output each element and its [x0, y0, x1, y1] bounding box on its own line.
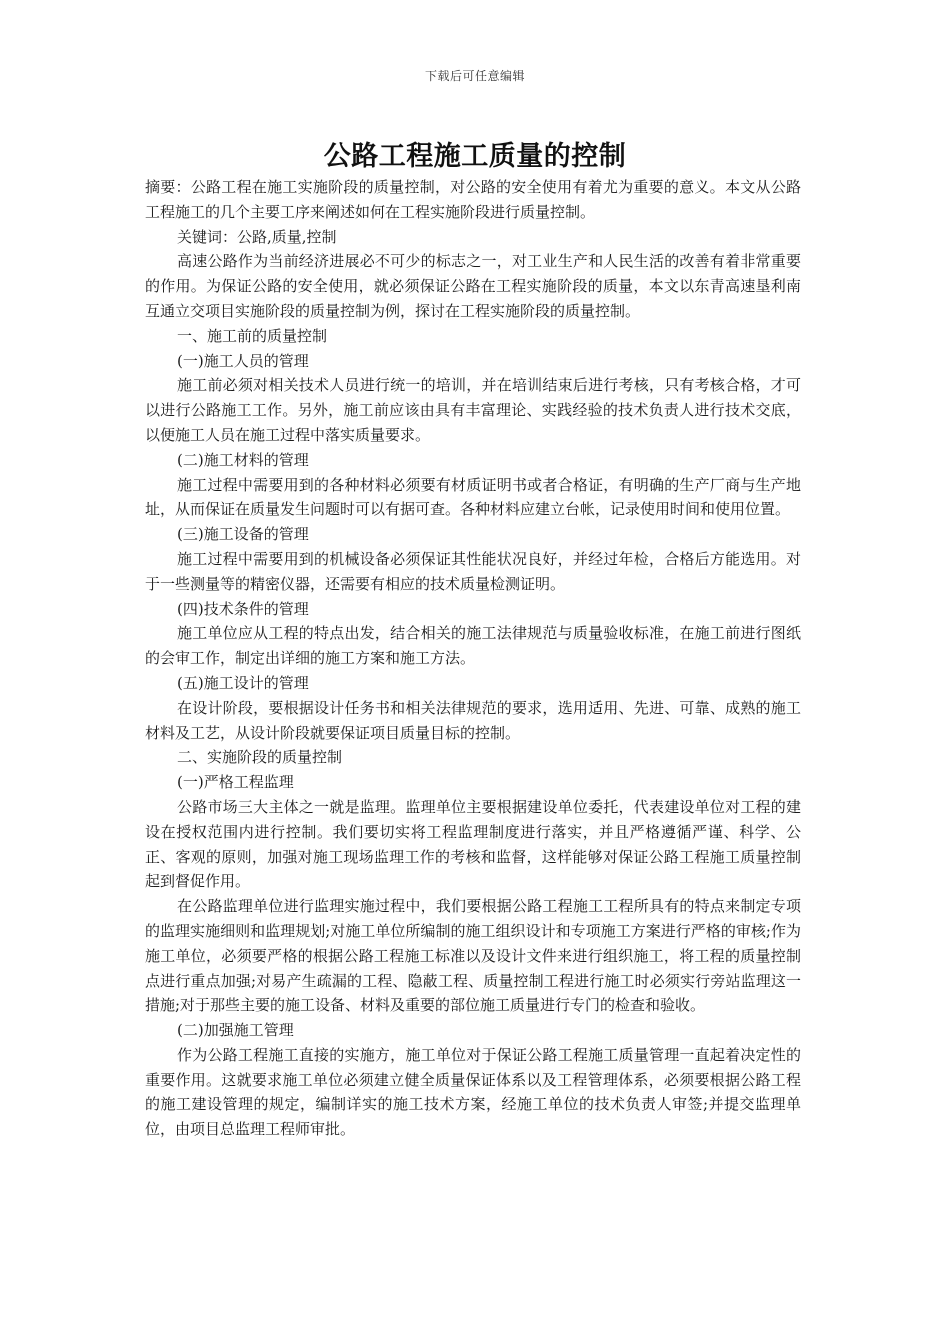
body-paragraph: 施工单位应从工程的特点出发，结合相关的施工法律规范与质量验收标准，在施工前进行图纸的会审工作，制定出详细的施工方案和施工方法。 — [145, 624, 801, 668]
body-paragraph: 在公路监理单位进行监理实施过程中，我们要根据公路工程施工工程所具有的特点来制定专项的监理实施细则和监理规划;对施工单位所编制的施工组织设计和专项施工方案进行严格的审核;作为施工单位，必须要严格的根据公路工程施工标准以及设计文件来进行组织施工，将工程的质量控制点进行重点加强;对易产生疏漏的工程、隐蔽工程、质量控制工程进行施工时必须实行旁站监理这一措施;对于那些主要的施工设备、材料及重要的部位施工质量进行专门的检查和验收。 — [145, 897, 801, 1015]
document-title: 公路工程施工质量的控制 — [323, 141, 627, 172]
body-paragraph: 作为公路工程施工直接的实施方，施工单位对于保证公路工程施工质量管理一直起着决定性的重要作用。这就要求施工单位必须建立健全质量保证体系以及工程管理体系，必须要根据公路工程的施工建设管理的规定，编制详实的施工技术方案，经施工单位的技术负责人审签;并提交监理单位，由项目总监理工程师审批。 — [145, 1045, 801, 1139]
section-heading: 一、施工前的质量控制 — [177, 326, 328, 345]
body-paragraph: 施工过程中需要用到的机械设备必须保证其性能状况良好，并经过年检，合格后方能选用。对于一些测量等的精密仪器，还需要有相应的技术质量检测证明。 — [145, 549, 801, 593]
page-header-note: 下载后可任意编辑 — [424, 69, 525, 83]
subsection-heading: (三)施工设备的管理 — [177, 525, 309, 544]
subsection-heading: (一)严格工程监理 — [177, 773, 294, 792]
subsection-heading: (五)施工设计的管理 — [177, 673, 309, 692]
subsection-heading: (一)施工人员的管理 — [177, 351, 309, 370]
subsection-heading: (二)加强施工管理 — [177, 1021, 294, 1040]
section-heading: 二、实施阶段的质量控制 — [177, 748, 343, 767]
subsection-heading: (二)施工材料的管理 — [177, 450, 309, 469]
intro-paragraph: 高速公路作为当前经济进展必不可少的标志之一，对工业生产和人民生活的改善有着非常重要的作用。为保证公路的安全使用，就必须保证公路在工程实施阶段的质量，本文以东青高速垦利南互通立交项目实施阶段的质量控制为例，探讨在工程实施阶段的质量控制。 — [145, 252, 801, 320]
body-paragraph: 在设计阶段，要根据设计任务书和相关法律规范的要求，选用适用、先进、可靠、成熟的施工材料及工艺，从设计阶段就要保证项目质量目标的控制。 — [145, 698, 801, 742]
keywords-line: 关键词：公路,质量,控制 — [177, 227, 337, 246]
subsection-heading: (四)技术条件的管理 — [177, 599, 309, 618]
abstract-paragraph: 摘要：公路工程在施工实施阶段的质量控制，对公路的安全使用有着尤为重要的意义。本文从公路工程施工的几个主要工序来阐述如何在工程实施阶段进行质量控制。 — [145, 178, 801, 221]
body-paragraph: 公路市场三大主体之一就是监理。监理单位主要根据建设单位委托，代表建设单位对工程的建设在授权范围内进行控制。我们要切实将工程监理制度进行落实，并且严格遵循严谨、科学、公正、客观的原则，加强对施工现场监理工作的考核和监督，这样能够对保证公路工程施工质量控制起到督促作用。 — [145, 797, 801, 891]
document-body — [145, 175, 801, 1142]
body-paragraph: 施工过程中需要用到的各种材料必须要有材质证明书或者合格证，有明确的生产厂商与生产地址，从而保证在质量发生问题时可以有据可查。各种材料应建立台帐，记录使用时间和使用位置。 — [145, 475, 801, 519]
body-paragraph: 施工前必须对相关技术人员进行统一的培训，并在培训结束后进行考核，只有考核合格，才可以进行公路施工工作。另外，施工前应该由具有丰富理论、实践经验的技术负责人进行技术交底，以便施工人员在施工过程中落实质量要求。 — [145, 376, 801, 444]
